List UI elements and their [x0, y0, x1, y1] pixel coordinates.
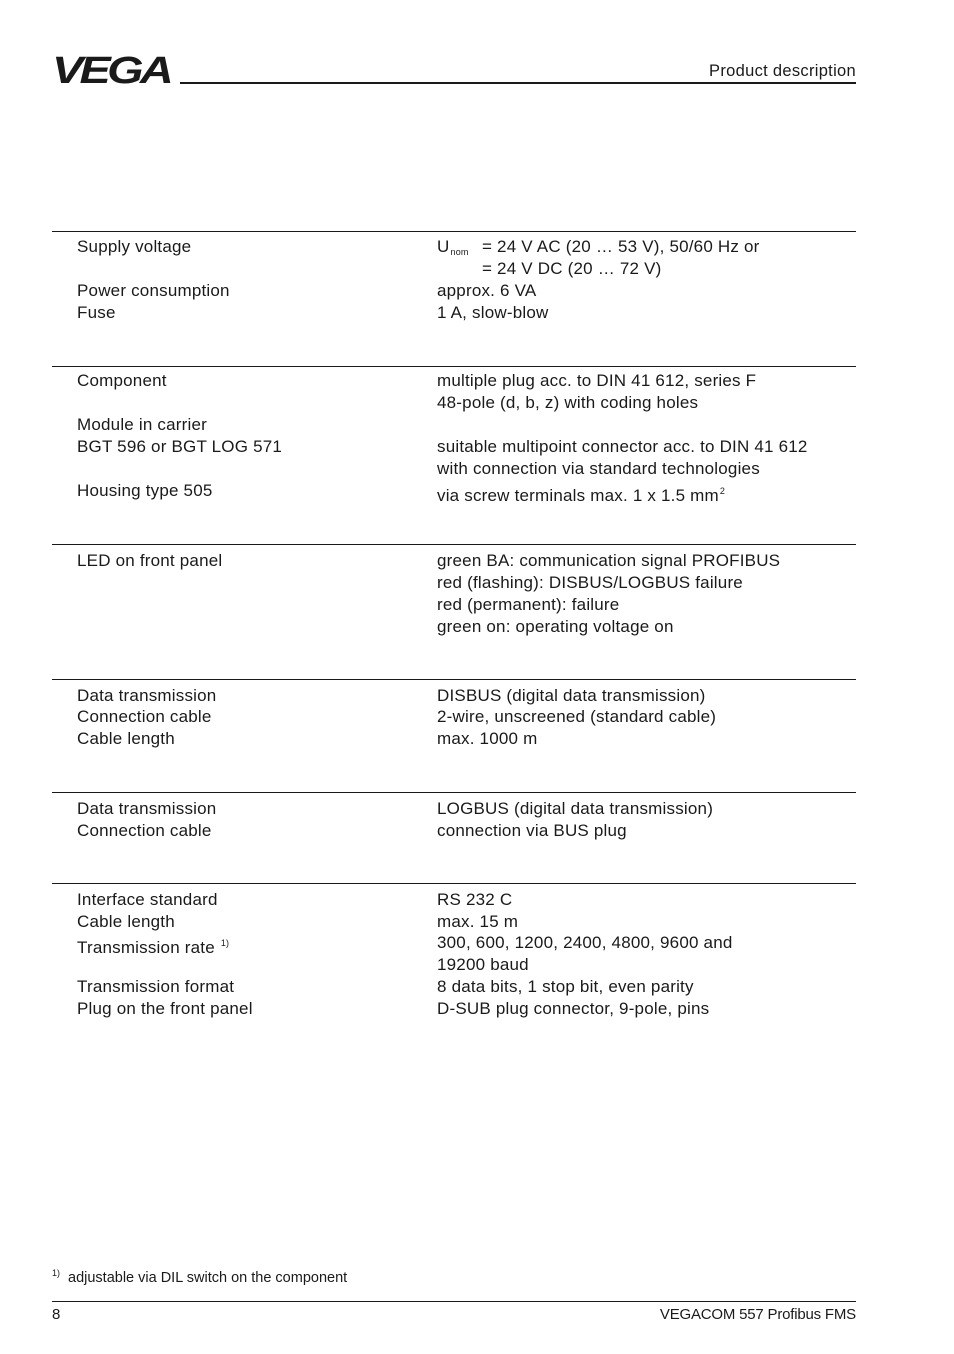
spec-row	[52, 889, 856, 911]
spec-label: Transmission format	[77, 977, 235, 996]
vega-logo	[52, 52, 172, 86]
spec-row	[52, 798, 856, 820]
spec-row	[52, 436, 856, 458]
spec-row	[52, 998, 856, 1020]
spec-label: Cable length	[77, 729, 175, 748]
spec-section-logbus	[52, 792, 856, 840]
spec-label: Connection cable	[77, 707, 212, 726]
spec-row	[52, 685, 856, 707]
footnote-mark: 1)	[52, 1268, 61, 1278]
spec-value-symbol: $U_{nom}$	[437, 237, 469, 257]
spec-row	[52, 550, 856, 572]
header-rule	[180, 82, 856, 84]
section-title: Product description	[709, 62, 856, 80]
spec-value: max. 15 m	[437, 912, 519, 931]
spec-value: red (permanent): failure	[437, 595, 620, 614]
spec-value: 1 A, slow-blow	[437, 303, 549, 322]
spec-label: Connection cable	[77, 821, 212, 840]
spec-section-disbus	[52, 679, 856, 748]
spec-label: Interface standard	[77, 890, 218, 909]
spec-value: 48-pole (d, b, z) with coding holes	[437, 393, 699, 412]
spec-value: RS 232 C	[437, 890, 513, 909]
spec-value: with connection via standard technologies	[437, 459, 760, 478]
spec-row	[52, 976, 856, 998]
document-title: VEGACOM 557 Profibus FMS	[659, 1306, 856, 1323]
spec-value: 300, 600, 1200, 2400, 4800, 9600 and	[437, 933, 733, 952]
spec-label: Housing type 505	[77, 481, 213, 500]
spec-label: Transmission rate $^{1)}$	[77, 938, 230, 957]
spec-label: Data transmission	[77, 799, 217, 818]
spec-section-connection	[52, 366, 856, 505]
spec-value: LOGBUS (digital data transmission)	[437, 799, 714, 818]
footnote-ref: 1)	[220, 938, 230, 948]
spec-value: = 24 V AC (20 … 53 V), 50/60 Hz or	[482, 237, 760, 256]
page-number: 8	[52, 1306, 61, 1323]
spec-row	[52, 258, 856, 280]
spec-value: connection via BUS plug	[437, 821, 627, 840]
spec-section-indicators	[52, 544, 856, 636]
spec-label: Plug on the front panel	[77, 999, 253, 1018]
spec-label: Component	[77, 371, 167, 390]
spec-label: Cable length	[77, 912, 175, 931]
spec-row	[52, 280, 856, 302]
spec-row	[52, 370, 856, 392]
spec-value: via screw terminals max. 1 x 1.5 $mm^2$	[437, 486, 726, 505]
spec-row	[52, 954, 856, 976]
spec-value: multiple plug acc. to DIN 41 612, series F	[437, 371, 757, 390]
spec-label: LED on front panel	[77, 551, 223, 570]
spec-row	[52, 706, 856, 728]
spec-row	[52, 480, 856, 505]
spec-label: Supply voltage	[77, 237, 192, 256]
spec-label: Power consumption	[77, 281, 230, 300]
spec-section-interface	[52, 883, 856, 1018]
spec-label: Module in carrier	[77, 415, 208, 434]
spec-value: = 24 V DC (20 … 72 V)	[482, 259, 662, 278]
spec-value: suitable multipoint connector acc. to DIN 41 612	[437, 437, 808, 456]
spec-value: green on: operating voltage on	[437, 617, 674, 636]
spec-row	[52, 594, 856, 616]
spec-row	[52, 932, 856, 957]
spec-row	[52, 616, 856, 638]
spec-label: Data transmission	[77, 686, 217, 705]
spec-value: max. 1000 m	[437, 729, 538, 748]
spec-label: BGT 596 or BGT LOG 571	[77, 437, 283, 456]
spec-value: red (flashing): DISBUS/LOGBUS failure	[437, 573, 743, 592]
spec-row	[52, 572, 856, 594]
spec-label: Fuse	[77, 303, 116, 322]
spec-value: 8 data bits, 1 stop bit, even parity	[437, 977, 694, 996]
spec-row	[52, 728, 856, 750]
footnote-text: adjustable via DIL switch on the component	[68, 1270, 348, 1286]
spec-row	[52, 392, 856, 414]
spec-value: approx. 6 VA	[437, 281, 537, 300]
spec-value: 19200 baud	[437, 955, 529, 974]
logo-text: VEGA	[52, 52, 171, 86]
spec-row	[52, 414, 856, 436]
spec-value: green BA: communication signal PROFIBUS	[437, 551, 781, 570]
spec-row	[52, 911, 856, 933]
spec-row	[52, 458, 856, 480]
spec-value: D-SUB plug connector, 9-pole, pins	[437, 999, 710, 1018]
spec-value: DISBUS (digital data transmission)	[437, 686, 706, 705]
footnote	[52, 1268, 347, 1286]
spec-row	[52, 236, 856, 258]
spec-row	[52, 820, 856, 842]
footer-rule	[52, 1301, 856, 1302]
spec-row	[52, 302, 856, 324]
spec-value: 2-wire, unscreened (standard cable)	[437, 707, 717, 726]
spec-section-supply	[52, 231, 856, 322]
